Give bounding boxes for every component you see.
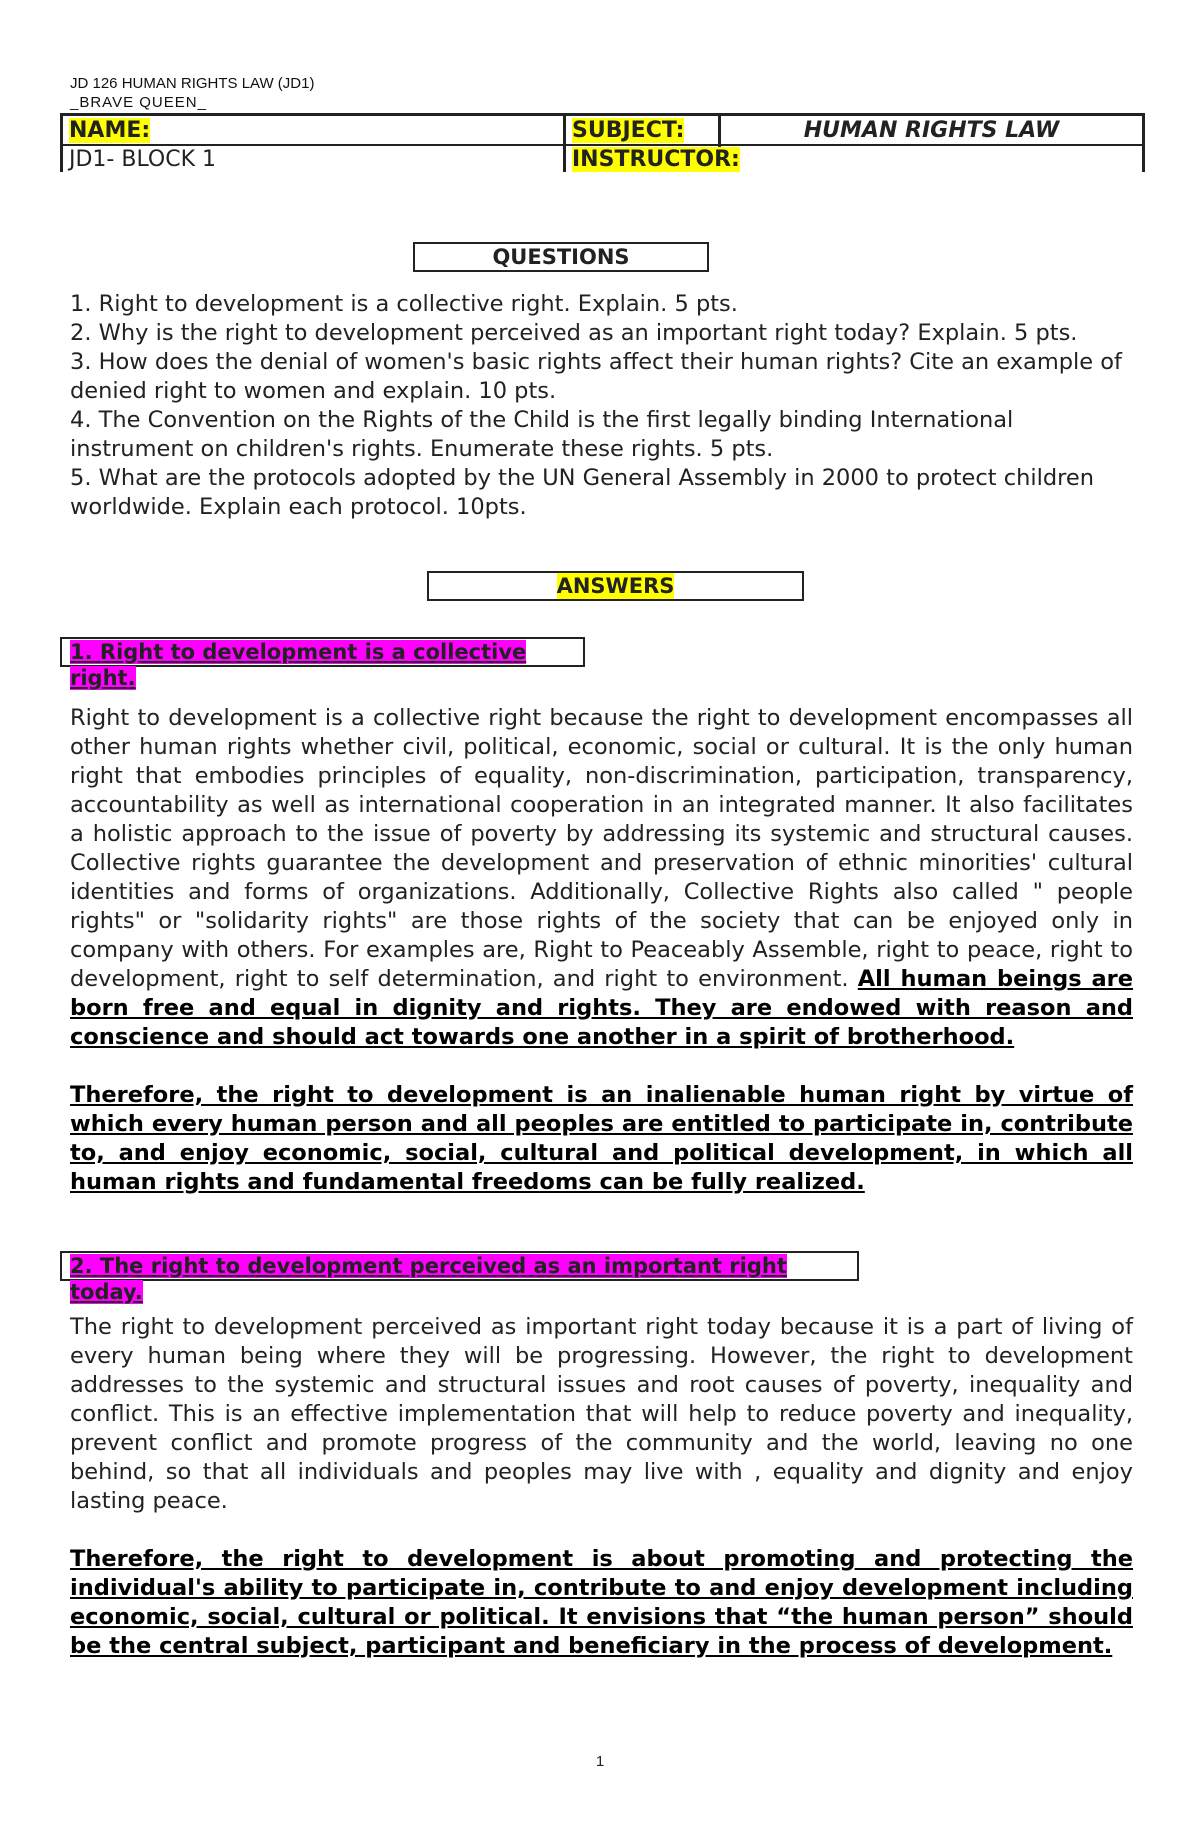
block-cell (62, 145, 565, 172)
subject-label-cell (565, 115, 720, 146)
block-value: JD1- BLOCK 1 (69, 146, 217, 172)
info-table (60, 113, 1145, 172)
questions-list (70, 290, 1130, 522)
questions-title: QUESTIONS (492, 245, 630, 269)
answers-title-box (427, 571, 804, 601)
answer1-topic: 1. Right to development is a collective right. (70, 640, 527, 690)
answer1-topic-box (60, 637, 585, 690)
question-item: 3. How does the denial of women's basic rights affect their human rights? Cite an example of denied right to women and explain. 10 pts. (70, 349, 1122, 404)
question-item: 1. Right to development is a collective right. Explain. 5 pts. (70, 291, 738, 317)
instructor-label: INSTRUCTOR: (572, 146, 740, 172)
instructor-label-cell (565, 145, 740, 172)
document-header (70, 74, 314, 112)
answer1-emphasis: All human beings are born free and equal in dignity and rights. They are endowed with reason and conscience and should act towards one another in a spirit of brotherhood. (70, 966, 1134, 1050)
answer2-section (70, 1313, 1133, 1661)
author-name: _BRAVE QUEEN_ (70, 94, 207, 111)
answer1-body: Right to development is a collective right because the right to development encompasses all other human rights whether civil, political, economic, social or cultural. It is the only human right that embodies principles of equality, non-discrimination, participation, transparency, accountability as well as international cooperation in an integrated manner. It also facilitates a holistic approach to the issue of poverty by addressing its systemic and structural causes. Collective rights guarantee the development and preservation of ethnic minorities' cultural identities and forms of organizations. Additionally, Collective Rights also called " people rights" or "solidarity rights" are those rights of the society that can be enjoyed only in company with others. For examples are, Right to Peaceably Assemble, right to peace, right to development, right to self determination, and right to environment. (70, 705, 1133, 992)
subject-value-cell (720, 115, 1144, 146)
subject-value: HUMAN RIGHTS LAW (803, 117, 1060, 143)
answer2-conclusion: Therefore, the right to development is about promoting and protecting the individual's ability to participate in, contribute to and enjoy development including economic, social, cultural or political. It envisions that “the human person” should be the central subject, participant and beneficiary in the process of development. (70, 1546, 1133, 1659)
answer1-paragraph (70, 704, 1133, 1052)
course-title: JD 126 HUMAN RIGHTS LAW (JD1) (70, 75, 315, 92)
answer2-conclusion-paragraph (70, 1545, 1133, 1661)
answer1-conclusion: Therefore, the right to development is an inalienable human right by virtue of which every human person and all peoples are entitled to participate in, contribute to, and enjoy economic, social, cultural and political development, in which all human rights and fundamental freedoms can be fully realized. (70, 1082, 1133, 1195)
name-cell (62, 115, 565, 146)
name-label: NAME: (69, 117, 151, 143)
answer2-body: The right to development perceived as important right today because it is a part of living of every human being where they will be progressing. However, the right to development addresses to the systemic and structural issues and root causes of poverty, inequality and conflict. This is an effective implementation that will help to reduce poverty and inequality, prevent conflict and promote progress of the community and the world, leaving no one behind, so that all individuals and peoples may live with , equality and dignity and enjoy lasting peace. (70, 1314, 1133, 1514)
questions-title-box (413, 242, 709, 272)
question-item: 4. The Convention on the Rights of the Child is the first legally binding International instrument on children's rights. Enumerate these rights. 5 pts. (70, 407, 1014, 462)
answer2-topic: 2. The right to development perceived as an important right today. (70, 1254, 787, 1304)
answers-title: ANSWERS (556, 574, 675, 598)
page-number: 1 (595, 1753, 605, 1770)
answer1-section (70, 704, 1133, 1197)
question-item: 5. What are the protocols adopted by the UN General Assembly in 2000 to protect children worldwide. Explain each protocol. 10pts. (70, 465, 1094, 520)
answer2-topic-box (60, 1251, 859, 1304)
answer1-conclusion-paragraph (70, 1081, 1133, 1197)
instructor-value-cell (720, 145, 1144, 172)
subject-label: SUBJECT: (572, 117, 685, 143)
question-item: 2. Why is the right to development perceived as an important right today? Explain. 5 pts. (70, 320, 1078, 346)
